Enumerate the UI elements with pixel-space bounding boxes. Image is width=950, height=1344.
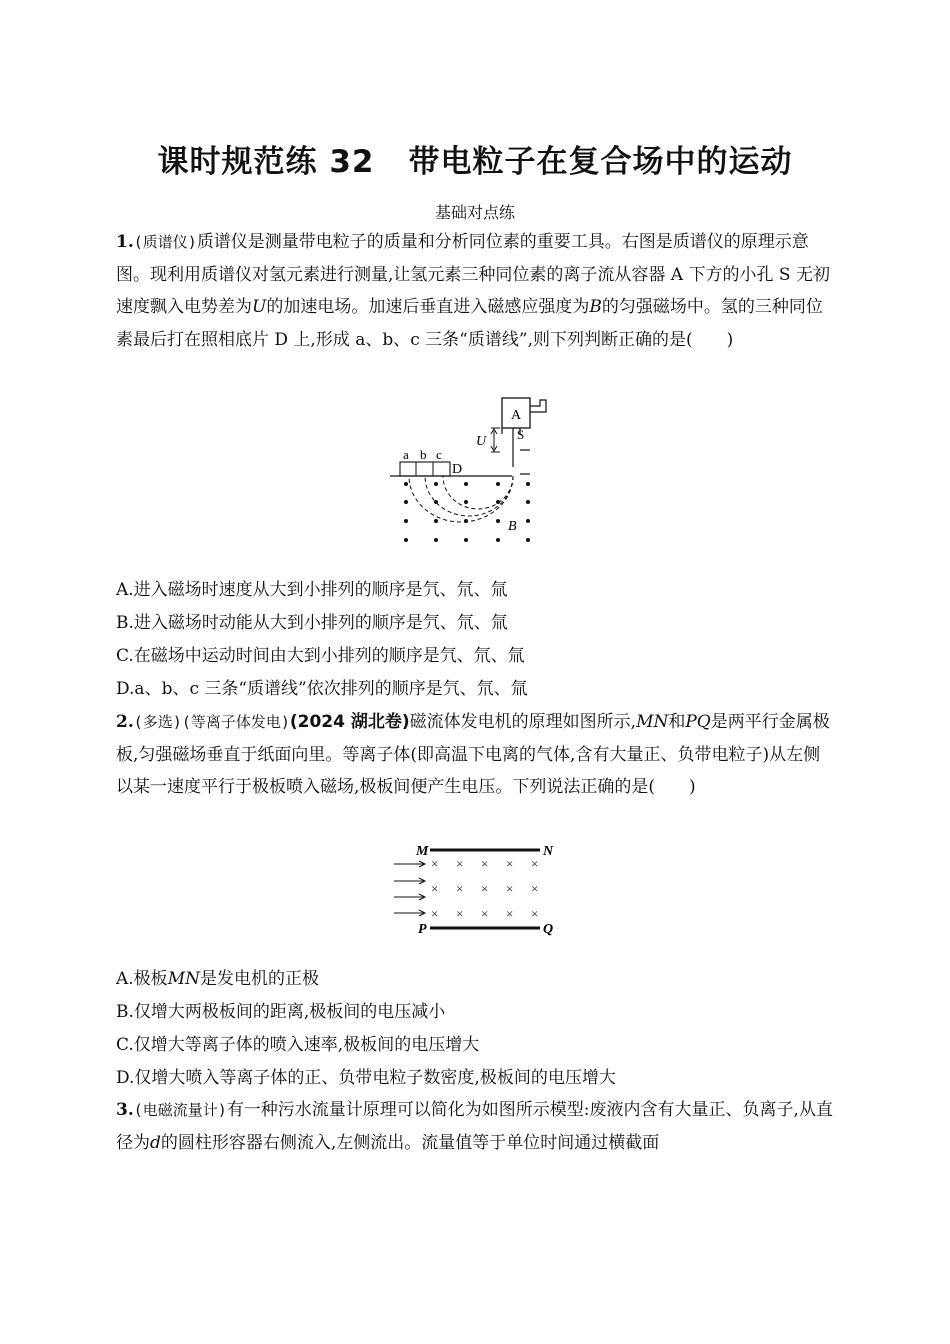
stem-text: 有一种污水流量计原理可以简化为如图所示模型:废液内含有大量正、负离子,从直径为 [116, 1100, 833, 1153]
stem-text: 磁流体发电机的原理如图所示, [409, 712, 637, 732]
section-heading: 基础对点练 [434, 203, 515, 222]
question-1-stem [116, 226, 836, 356]
question-2-stem [116, 706, 836, 804]
q1-option-d: D.a、b、c 三条“质谱线”依次排列的顺序是氕、氘、氚 [116, 679, 528, 699]
stem-text: 质谱仪是测量带电粒子的质量和分析同位素的重要工具。右图是质谱仪的原理示意图。现利用质谱仪对氢元素进行测量,让氢元素三种同位素的离子流从容器 A 下方的小孔 S 无初速度飘入电势差为 [116, 232, 830, 317]
var-u: U [252, 297, 267, 317]
label-a: a [403, 447, 409, 462]
label-m: M [416, 844, 429, 859]
svg-text:×: × [456, 881, 464, 896]
title-number: 课时规范练 32 [157, 144, 375, 180]
stem-text: 是两平行金属极板,匀强磁场垂直于纸面向里。等离子体(即高温下电离的气体,含有大量正、负带电粒子)从左侧以某一速度平行于极板喷入磁场,极板间便产生电压。下列说法正确的是( ) [116, 712, 830, 797]
question-number: 1. [116, 232, 134, 252]
svg-text:×: × [506, 881, 514, 896]
svg-text:×: × [506, 906, 514, 921]
question-source: (2024 湖北卷) [289, 712, 410, 732]
var-d: d [150, 1132, 161, 1153]
svg-text:×: × [481, 856, 489, 871]
var-b: B [589, 297, 602, 317]
svg-text:×: × [506, 856, 514, 871]
svg-text:×: × [481, 906, 489, 921]
mhd-generator-figure [390, 840, 565, 940]
svg-text:×: × [431, 906, 439, 921]
label-b: b [420, 447, 427, 462]
var-mn: MN [167, 969, 200, 989]
svg-text:×: × [531, 856, 539, 871]
label-slit-s: S [517, 427, 525, 442]
label-c: c [436, 447, 442, 462]
svg-text:×: × [456, 856, 464, 871]
question-tag: (质谱仪) [133, 233, 197, 251]
stem-text: 和 [668, 712, 686, 732]
option-text: 是发电机的正极 [199, 969, 319, 989]
svg-text:×: × [456, 906, 464, 921]
svg-text:×: × [481, 881, 489, 896]
var-pq: PQ [685, 712, 711, 732]
label-n: N [543, 844, 554, 859]
stem-text: 的加速电场。加速后垂直进入磁感应强度为 [266, 297, 590, 317]
q1-option-c: C.在磁场中运动时间由大到小排列的顺序是氕、氘、氚 [116, 646, 525, 666]
stem-text: 的圆柱形容器右侧流入,左侧流出。流量值等于单位时间通过横截面 [160, 1132, 660, 1153]
q2-option-c: C.仅增大等离子体的喷入速率,极板间的电压增大 [116, 1035, 480, 1055]
question-number: 2. [116, 712, 134, 732]
q2-option-a [116, 967, 319, 991]
question-tag: (多选) [133, 713, 182, 731]
mass-spectrometer-figure [390, 392, 560, 547]
question-3-stem [116, 1094, 836, 1159]
svg-text:×: × [531, 906, 539, 921]
label-q: Q [543, 922, 554, 937]
question-tag: (等离子体发电) [181, 713, 290, 731]
svg-text:×: × [531, 881, 539, 896]
stem-text: 的匀强磁场中。氢的三种同位素最后打在照相底片 D 上,形成 a、b、c 三条“质谱线”,则下列判断正确的是( ) [116, 297, 823, 350]
svg-text:×: × [431, 856, 439, 871]
label-field-b: B [508, 519, 517, 534]
label-film-d: D [452, 462, 463, 477]
q1-option-a: A.进入磁场时速度从大到小排列的顺序是氕、氘、氚 [116, 580, 508, 600]
svg-text:×: × [431, 881, 439, 896]
label-container-a: A [511, 408, 522, 423]
question-tag: (电磁流量计) [133, 1101, 227, 1119]
q2-option-d: D.仅增大喷入等离子体的正、负带电粒子数密度,极板间的电压增大 [116, 1068, 616, 1088]
option-text: A.极板 [116, 969, 168, 989]
var-mn: MN [636, 712, 669, 732]
q1-option-b: B.进入磁场时动能从大到小排列的顺序是氕、氘、氚 [116, 613, 508, 633]
label-voltage-u: U [476, 434, 487, 449]
page-title [0, 136, 950, 181]
title-topic: 带电粒子在复合场中的运动 [408, 144, 793, 180]
question-number: 3. [116, 1100, 134, 1120]
q2-option-b: B.仅增大两极板间的距离,极板间的电压减小 [116, 1002, 446, 1022]
label-p: P [418, 922, 427, 937]
